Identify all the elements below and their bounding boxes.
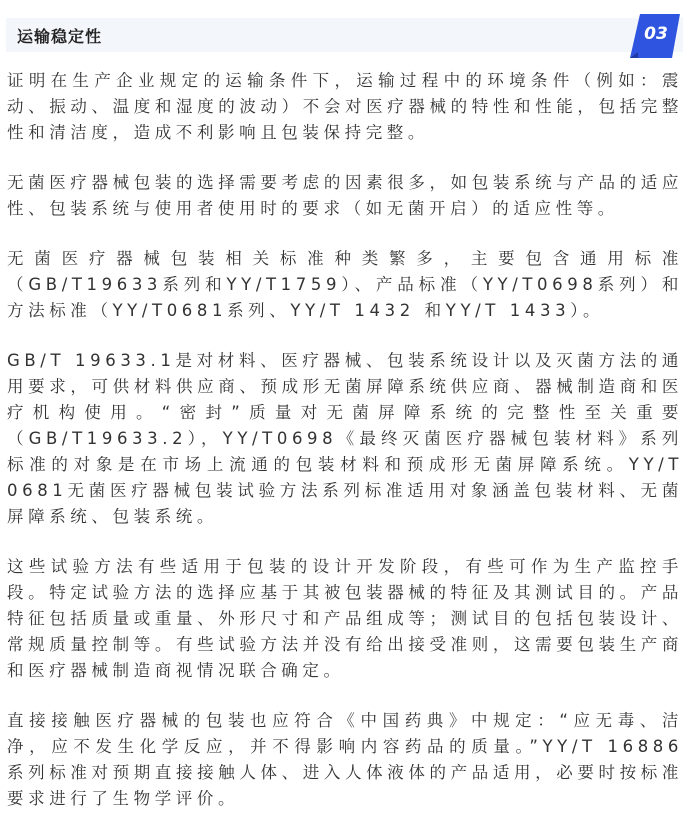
section-title: 运输稳定性: [17, 27, 103, 46]
paragraph-test-methods: 这些试验方法有些适用于包装的设计开发阶段，有些可作为生产监控手段。特定试验方法的选择应基于其被包装器械的特征及其测试目的。产品特征包括质量或重量、外形尺寸和产品组成等；测试目的包括包装设计、常规质量控制等。有些试验方法并没有给出接受准则，这需要包装生产商和医疗器械制造商视情况联合确定。: [7, 557, 683, 680]
paragraph-gbt19633: GB/T 19633.1是对材料、医疗器械、包装系统设计以及灭菌方法的通用要求，可供材料供应商、预成形无菌屏障系统供应商、器械制造商和医疗机构使用。“密封”质量对无菌屏障系统的完整性至关重要（GB/T19633.2），YY/T0698《最终灭菌医疗器械包装材料》系列标准的对象是在市场上流通的包装材料和预成形无菌屏障系统。YY/T 0681无菌医疗器械包装试验方法系列标准适用对象涵盖包装材料、无菌屏障系统、包装系统。: [7, 351, 683, 526]
article-body: [7, 68, 683, 836]
paragraph-standards-overview: 无菌医疗器械包装相关标准种类繁多，主要包含通用标准（GB/T19633系列和YY/T1759）、产品标准（YY/T0698系列）和方法标准（YY/T0681系列、YY/T 1432 和YY/T 1433）。: [7, 249, 683, 320]
paragraph-pharmacopoeia: 直接接触医疗器械的包装也应符合《中国药典》中规定：“应无毒、洁净，应不发生化学反应，并不得影响内容药品的质量。”YY/T 16886 系列标准对预期直接接触人体、进入人体液体的产品适用，必要时按标准要求进行了生物学评价。: [7, 711, 683, 808]
section-number: 03: [644, 24, 668, 44]
paragraph-transport-stability: 证明在生产企业规定的运输条件下，运输过程中的环境条件（例如：震动、振动、温度和湿度的波动）不会对医疗器械的特性和性能，包括完整性和清洁度，造成不利影响且包装保持完整。: [7, 71, 683, 142]
section-number-badge: [630, 14, 680, 58]
section-header: [6, 18, 683, 52]
paragraph-package-selection: 无菌医疗器械包装的选择需要考虑的因素很多，如包装系统与产品的适应性、包装系统与使用者使用时的要求（如无菌开启）的适应性等。: [7, 173, 683, 218]
